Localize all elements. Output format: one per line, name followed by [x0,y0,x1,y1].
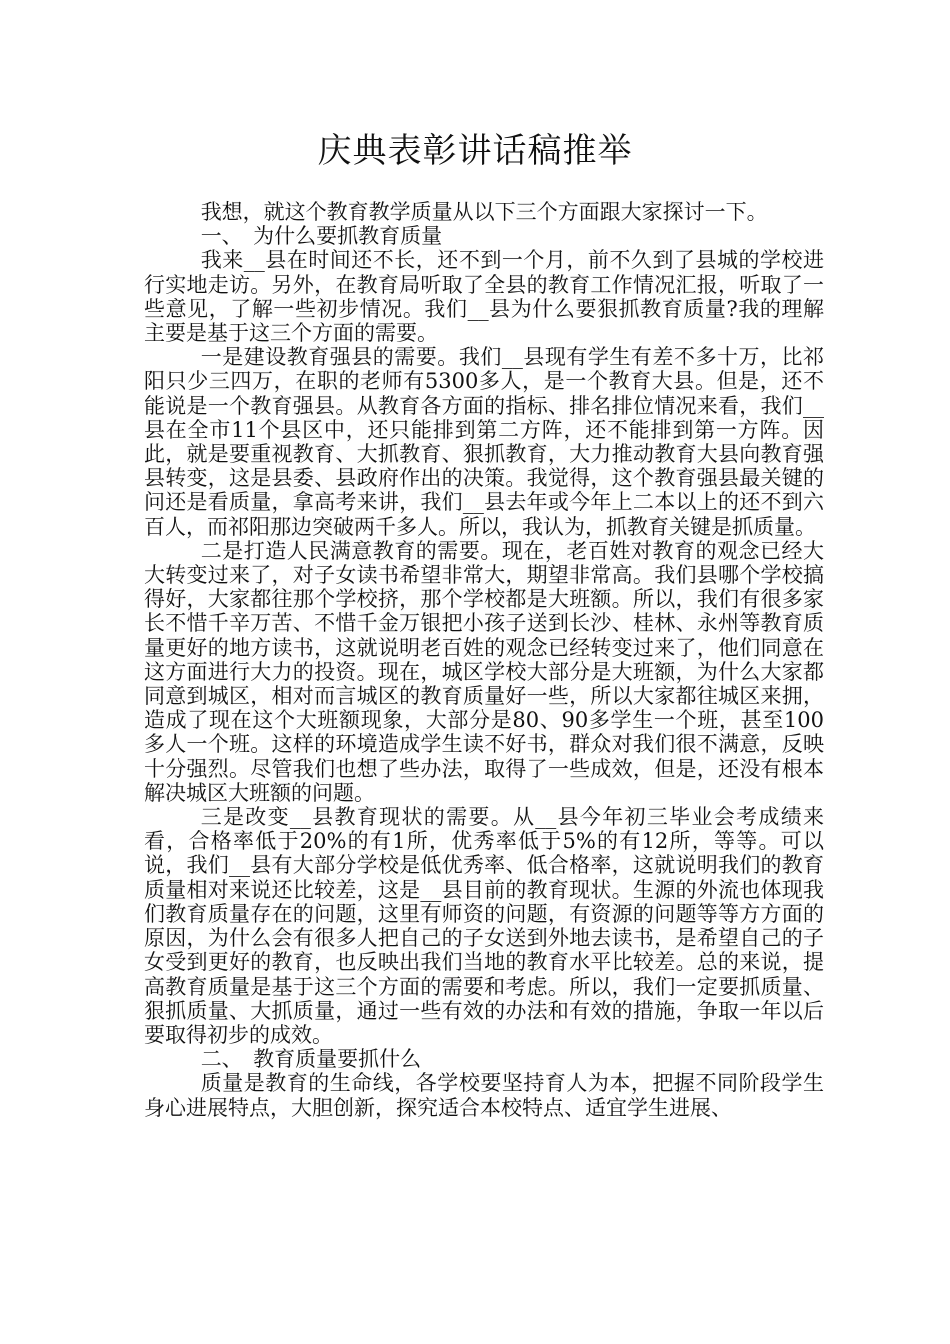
section-heading-2: 二、 教育质量要抓什么 [200,1047,422,1072]
paragraph: 我来__县在时间还不长，还不到一个月，前不久到了县城的学校进行实地走访。另外，在教育局听取了全县的教育工作情况汇报，听取了一些意见，了解一些初步情况。我们__县为什么要狠抓教育质量?我的理解主要是基于这三个方面的需要。 [144,248,824,346]
paragraph: 一是建设教育强县的需要。我们__县现有学生有差不多十万，比祁阳只少三四万，在职的老师有5300多人，是一个教育大县。但是，还不能说是一个教育强县。从教育各方面的指标、排名排位情况来看，我们__县在全市11个县区中，还只能排到第二方阵，还不能排到第一方阵。因此，就是要重视教育、大抓教育、狠抓教育，大力推动教育大县向教育强县转变，这是县委、县政府作出的决策。我觉得，这个教育强县最关键的问还是看质量，拿高考来讲，我们__县去年或今年上二本以上的还不到六百人，而祁阳那边突破两千多人。所以，我认为，抓教育关键是抓质量。 [144,345,824,539]
paragraph: 二是打造人民满意教育的需要。现在，老百姓对教育的观念已经大大转变过来了，对子女读书希望非常大，期望非常高。我们县哪个学校搞得好，大家都往那个学校挤，那个学校都是大班额。所以，我们有很多家长不惜千辛万苦、不惜千金万银把小孩子送到长沙、桂林、永州等教育质量更好的地方读书，这就说明老百姓的观念已经转变过来了，他们同意在这方面进行大力的投资。现在，城区学校大部分是大班额，为什么大家都同意到城区，相对而言城区的教育质量好一些，所以大家都往城区来拥，造成了现在这个大班额现象，大部分是80、90多学生一个班，甚至100多人一个班。这样的环境造成学生读不好书，群众对我们很不满意，反映十分强烈。尽管我们也想了些办法，取得了一些成效，但是，还没有根本解决城区大班额的问题。 [144,538,824,805]
paragraph: 质量是教育的生命线，各学校要坚持育人为本，把握不同阶段学生身心进展特点，大胆创新，探究适合本校特点、适宜学生进展、 [144,1071,824,1120]
section-heading-1: 一、 为什么要抓教育质量 [200,224,443,249]
document-title: 庆典表彰讲话稿推举 [317,131,633,171]
paragraph-intro: 我想，就这个教育教学质量从以下三个方面跟大家探讨一下。 [200,200,768,224]
paragraph: 三是改变__县教育现状的需要。从__县今年初三毕业会考成绩来看，合格率低于20%的有1所，优秀率低于5%的有12所，等等。可以说，我们__县有大部分学校是低优秀率、低合格率，这就说明我们的教育质量相对来说还比较差，这是__县目前的教育现状。生源的外流也体现我们教育质量存在的问题，这里有师资的问题，有资源的问题等等方方面的原因，为什么会有很多人把自己的子女送到外地去读书，是希望自己的子女受到更好的教育，也反映出我们当地的教育水平比较差。总的来说，提高教育质量是基于这三个方面的需要和考虑。所以，我们一定要抓质量、狠抓质量、大抓质量，通过一些有效的办法和有效的措施，争取一年以后要取得初步的成效。 [144,805,824,1047]
document-body [144,200,824,1120]
